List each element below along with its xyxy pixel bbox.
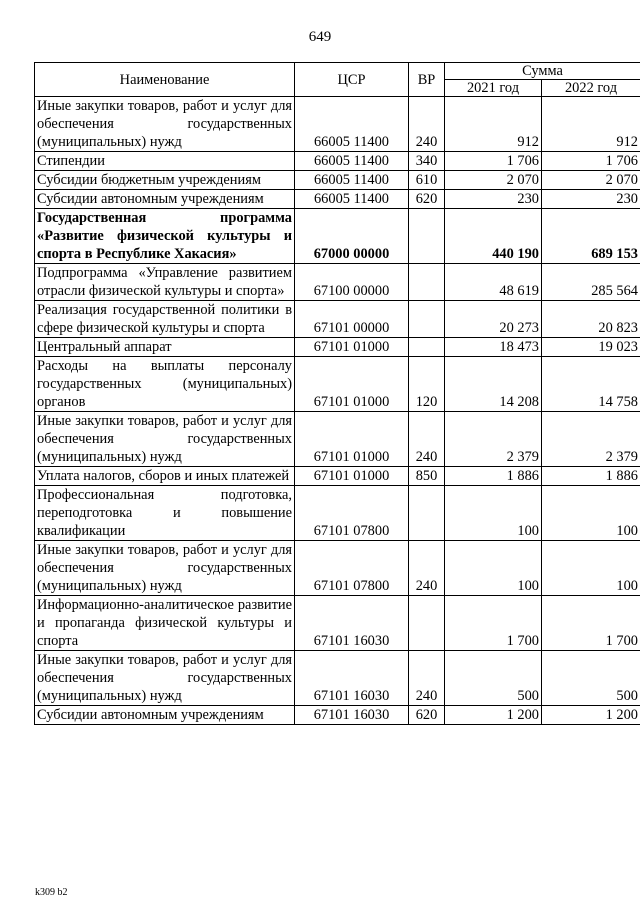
row-csr: 67101 01000 (295, 412, 409, 467)
row-vr: 610 (409, 171, 445, 190)
row-csr: 67101 16030 (295, 651, 409, 706)
row-name: Информационно-аналитическое развитие и пропаганда физической культуры и спорта (35, 596, 295, 651)
table-row (35, 541, 640, 596)
row-name: Иные закупки товаров, работ и услуг для обеспечения государственных (муниципальных) нужд (35, 412, 295, 467)
row-sum-2022: 100 (542, 486, 640, 541)
row-csr: 67000 00000 (295, 209, 409, 264)
row-sum-2021: 2 379 (445, 412, 542, 467)
row-csr: 66005 11400 (295, 190, 409, 209)
row-name: Центральный аппарат (35, 338, 295, 357)
footer-code: k309 b2 (35, 887, 68, 898)
row-sum-2021: 48 619 (445, 264, 542, 301)
row-vr (409, 301, 445, 338)
row-name: Субсидии автономным учреждениям (35, 190, 295, 209)
table-row (35, 467, 640, 486)
row-csr: 67101 01000 (295, 357, 409, 412)
row-sum-2021: 912 (445, 97, 542, 152)
row-sum-2021: 500 (445, 651, 542, 706)
row-name: Расходы на выплаты персоналу государственных (муниципальных) органов (35, 357, 295, 412)
row-csr: 67101 07800 (295, 541, 409, 596)
row-name: Субсидии автономным учреждениям (35, 706, 295, 725)
row-sum-2021: 20 273 (445, 301, 542, 338)
row-sum-2022: 1 700 (542, 596, 640, 651)
budget-table (34, 62, 640, 725)
row-csr: 67100 00000 (295, 264, 409, 301)
row-sum-2022: 14 758 (542, 357, 640, 412)
header-year-2022: 2022 год (542, 80, 640, 97)
row-name: Иные закупки товаров, работ и услуг для обеспечения государственных (муниципальных) нужд (35, 541, 295, 596)
row-name: Уплата налогов, сборов и иных платежей (35, 467, 295, 486)
row-sum-2021: 230 (445, 190, 542, 209)
row-name: Профессиональная подготовка, переподготовка и повышение квалификации (35, 486, 295, 541)
table-row (35, 171, 640, 190)
row-sum-2022: 1 706 (542, 152, 640, 171)
row-sum-2022: 1 886 (542, 467, 640, 486)
header-name: Наименование (35, 63, 295, 97)
row-sum-2021: 18 473 (445, 338, 542, 357)
row-sum-2021: 2 070 (445, 171, 542, 190)
row-sum-2022: 285 564 (542, 264, 640, 301)
header-year-2021: 2021 год (445, 80, 542, 97)
row-name: Субсидии бюджетным учреждениям (35, 171, 295, 190)
row-vr (409, 596, 445, 651)
row-vr (409, 338, 445, 357)
table-row (35, 651, 640, 706)
row-csr: 67101 01000 (295, 338, 409, 357)
table-row (35, 596, 640, 651)
row-sum-2022: 2 379 (542, 412, 640, 467)
row-name: Иные закупки товаров, работ и услуг для обеспечения государственных (муниципальных) нужд (35, 97, 295, 152)
row-sum-2021: 1 200 (445, 706, 542, 725)
page-number: 649 (308, 29, 332, 45)
header-sum: Сумма (445, 63, 640, 80)
row-sum-2022: 2 070 (542, 171, 640, 190)
table-row (35, 97, 640, 152)
row-sum-2022: 19 023 (542, 338, 640, 357)
row-name: Стипендии (35, 152, 295, 171)
row-csr: 66005 11400 (295, 171, 409, 190)
row-vr: 240 (409, 97, 445, 152)
row-sum-2021: 1 700 (445, 596, 542, 651)
table-row (35, 357, 640, 412)
table-row (35, 338, 640, 357)
row-name: Подпрограмма «Управление развитием отрасли физической культуры и спорта» (35, 264, 295, 301)
row-vr: 240 (409, 651, 445, 706)
table-row (35, 301, 640, 338)
row-vr (409, 486, 445, 541)
table-row (35, 412, 640, 467)
row-csr: 66005 11400 (295, 152, 409, 171)
row-name: Государственная программа «Развитие физической культуры и спорта в Республике Хакасия» (35, 209, 295, 264)
row-vr: 340 (409, 152, 445, 171)
row-sum-2022: 1 200 (542, 706, 640, 725)
table-row (35, 152, 640, 171)
header-vr: ВР (409, 63, 445, 97)
row-sum-2022: 20 823 (542, 301, 640, 338)
row-csr: 67101 16030 (295, 706, 409, 725)
row-sum-2021: 14 208 (445, 357, 542, 412)
row-sum-2021: 100 (445, 541, 542, 596)
row-vr: 850 (409, 467, 445, 486)
row-sum-2021: 440 190 (445, 209, 542, 264)
header-csr: ЦСР (295, 63, 409, 97)
row-csr: 67101 07800 (295, 486, 409, 541)
row-sum-2022: 100 (542, 541, 640, 596)
table-row (35, 486, 640, 541)
table-row (35, 264, 640, 301)
row-vr (409, 209, 445, 264)
row-csr: 66005 11400 (295, 97, 409, 152)
row-csr: 67101 01000 (295, 467, 409, 486)
row-sum-2021: 100 (445, 486, 542, 541)
row-sum-2022: 500 (542, 651, 640, 706)
row-csr: 67101 00000 (295, 301, 409, 338)
row-sum-2021: 1 886 (445, 467, 542, 486)
row-vr: 620 (409, 190, 445, 209)
row-sum-2021: 1 706 (445, 152, 542, 171)
table-row (35, 190, 640, 209)
row-sum-2022: 230 (542, 190, 640, 209)
row-vr: 240 (409, 541, 445, 596)
row-vr: 120 (409, 357, 445, 412)
row-sum-2022: 912 (542, 97, 640, 152)
row-name: Иные закупки товаров, работ и услуг для обеспечения государственных (муниципальных) нужд (35, 651, 295, 706)
row-vr: 240 (409, 412, 445, 467)
table-row (35, 706, 640, 725)
row-sum-2022: 689 153 (542, 209, 640, 264)
row-vr: 620 (409, 706, 445, 725)
row-name: Реализация государственной политики в сфере физической культуры и спорта (35, 301, 295, 338)
row-vr (409, 264, 445, 301)
table-row-program (35, 209, 640, 264)
row-csr: 67101 16030 (295, 596, 409, 651)
